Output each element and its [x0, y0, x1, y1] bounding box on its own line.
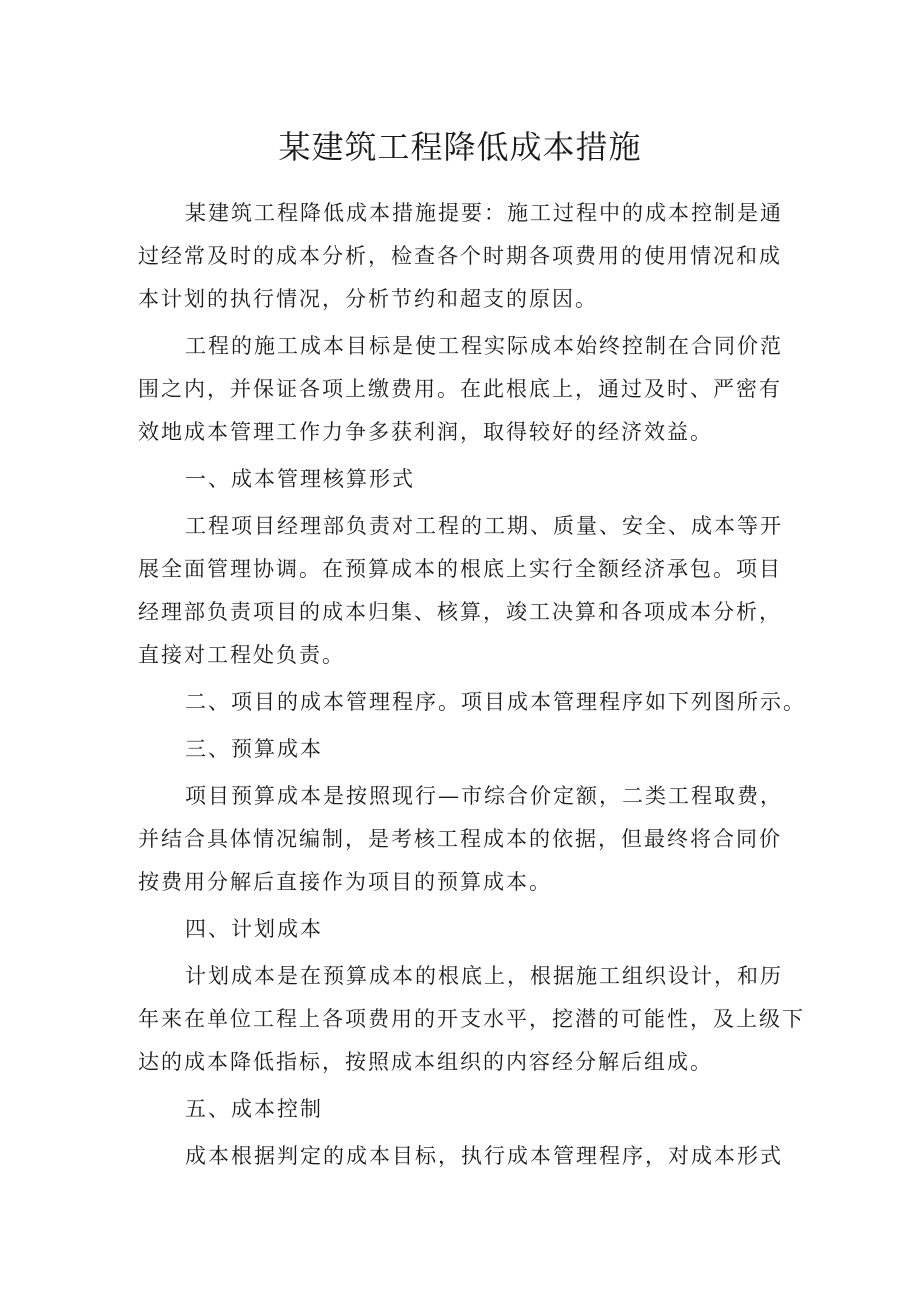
- paragraph-line: 效地成本管理工作力争多获利润，取得较好的经济效益。: [138, 420, 713, 444]
- document-title: 某建筑工程降低成本措施: [278, 128, 642, 166]
- paragraph-line: 计划成本是在预算成本的根底上，根据施工组织设计，和历: [185, 964, 783, 988]
- paragraph-line: 成本根据判定的成本目标，执行成本管理程序，对成本形式: [185, 1144, 783, 1168]
- paragraph-line: 本计划的执行情况，分析节约和超支的原因。: [138, 287, 598, 311]
- paragraph-line: 年来在单位工程上各项费用的开支水平，挖潜的可能性，及上级下: [138, 1007, 805, 1031]
- section-heading: 四、计划成本: [185, 917, 323, 941]
- paragraph-line: 围之内，并保证各项上缴费用。在此根底上，通过及时、严密有: [138, 377, 782, 401]
- paragraph-line: 达的成本降低指标，按照成本组织的内容经分解后组成。: [138, 1050, 713, 1074]
- paragraph-line: 并结合具体情况编制，是考核工程成本的依据，但最终将合同价: [138, 827, 782, 851]
- paragraph-line: 过经常及时的成本分析，检查各个时期各项费用的使用情况和成: [138, 244, 782, 268]
- section-heading: 一、成本管理核算形式: [185, 467, 415, 491]
- paragraph-line: 工程项目经理部负责对工程的工期、质量、安全、成本等开: [185, 514, 783, 538]
- paragraph-line: 某建筑工程降低成本措施提要：施工过程中的成本控制是通: [185, 201, 783, 225]
- section-heading: 二、项目的成本管理程序。项目成本管理程序如下列图所示。: [185, 690, 806, 714]
- paragraph-line: 工程的施工成本目标是使工程实际成本始终控制在合同价范: [185, 334, 783, 358]
- section-heading: 三、预算成本: [185, 737, 323, 761]
- section-heading: 五、成本控制: [185, 1097, 323, 1121]
- paragraph-line: 项目预算成本是按照现行—市综合价定额，二类工程取费，: [185, 784, 783, 808]
- paragraph-line: 经理部负责项目的成本归集、核算，竣工决算和各项成本分析，: [138, 600, 782, 624]
- paragraph-line: 按费用分解后直接作为项目的预算成本。: [138, 870, 552, 894]
- paragraph-line: 展全面管理协调。在预算成本的根底上实行全额经济承包。项目: [138, 557, 782, 581]
- paragraph-line: 直接对工程处负责。: [138, 643, 345, 667]
